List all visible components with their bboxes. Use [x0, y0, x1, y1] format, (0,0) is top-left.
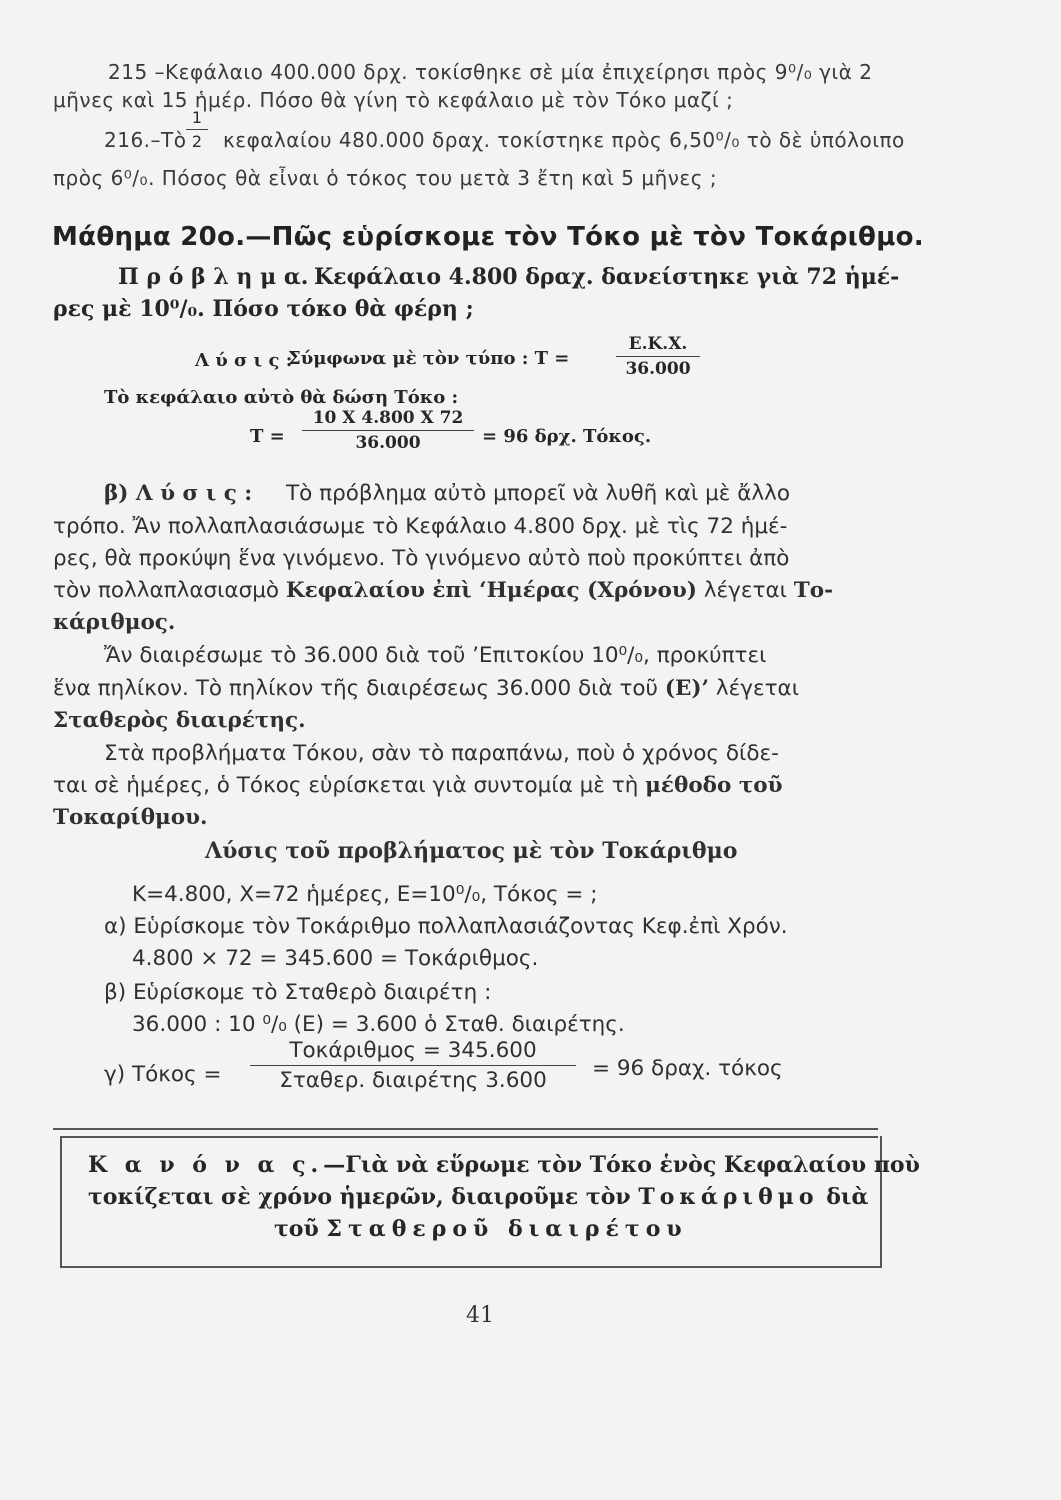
solution-text: Σύμφωνα μὲ τὸν τύπο : Τ = [288, 348, 570, 369]
body-line-1: Τὸ πρόβλημα αὐτὸ μπορεῖ νὰ λυθῆ καὶ μὲ ἄλλο [286, 481, 790, 506]
fraction-bar [250, 1065, 576, 1066]
calc-fraction [302, 408, 474, 453]
solution-label: Λ ύ σ ι ς : [195, 350, 293, 371]
solution2-step-c-label: γ) Τόκος = [104, 1062, 222, 1087]
body-line-7 [53, 676, 799, 701]
rule-top-line [53, 1128, 878, 1130]
rule-line-3 [274, 1216, 688, 1242]
solution2-step-b-calc: 36.000 : 10 ⁰/₀ (Ε) = 3.600 ὁ Σταθ. διαιρέτης. [132, 1012, 625, 1037]
problem-text-line-1: Κεφάλαιο 4.800 δραχ. δανείστηκε γιὰ 72 ἡμέ- [314, 264, 900, 290]
solution2-step-c-den: Σταθερ. διαιρέτης 3.600 [279, 1068, 547, 1093]
body-line-4-c: λέγεται [703, 578, 787, 603]
body-line-10-a: ται σὲ ἡμέρες, ὁ Τόκος εὑρίσκεται γιὰ συντομία μὲ τὴ [53, 773, 639, 798]
calc-denominator: 36.000 [355, 433, 421, 453]
rule-label: Κ α ν ό ν α ς. [88, 1152, 324, 1178]
rule-line-1-rest: —Γιὰ νὰ εὕρωμε τὸν Τόκο ἑνὸς Κεφαλαίου ποὺ [323, 1152, 920, 1178]
body-line-4-d: Το- [793, 578, 834, 603]
body-line-8: Σταθερὸς διαιρέτης. [53, 708, 306, 733]
problem-215-line-2: μῆνες καὶ 15 ἡμέρ. Πόσο θὰ γίνη τὸ κεφάλαιο μὲ τὸν Τόκο μαζί ; [53, 88, 734, 112]
b-solution-label [104, 481, 252, 506]
rule-box [60, 1136, 920, 1268]
rule-line-3-a: τοῦ [274, 1216, 319, 1242]
problem-216-fraction [186, 108, 208, 151]
body-line-11: Τοκαρίθμου. [53, 805, 208, 830]
body-line-4-b: Κεφαλαίου ἐπὶ ‘Ημέρας (Χρόνου) [285, 578, 697, 603]
solution2-title: Λύσις τοῦ προβλήματος μὲ τὸν Τοκάριθμο [205, 838, 738, 864]
body-line-3: ρες, θὰ προκύψη ἕνα γινόμενο. Τὸ γινόμενο αὐτὸ ποὺ προκύπτει ἀπὸ [53, 546, 790, 571]
calc-numerator: 10 Χ 4.800 Χ 72 [312, 408, 464, 428]
rule-line-3-b: Σταθεροῦ διαιρέτου [326, 1216, 688, 1242]
b-solution-label-text: β) Λ ύ σ ι ς : [104, 481, 253, 506]
capital-line: Τὸ κεφάλαιο αὐτὸ θὰ δώση Τόκο : [104, 387, 459, 408]
lesson-title: Μάθημα 20ο.—Πῶς εὑρίσκομε τὸν Τόκο μὲ τὸν Τοκάριθμο. [52, 222, 924, 252]
body-line-6: Ἄν διαιρέσωμε τὸ 36.000 διὰ τοῦ ’Επιτοκίου 10⁰/₀, προκύπτει [104, 643, 767, 668]
calc-result: = 96 δρχ. Τόκος. [482, 426, 652, 447]
fraction-bar [616, 356, 700, 357]
rule-line-1 [88, 1152, 920, 1178]
body-line-10-b: μέθοδο τοῦ [645, 773, 783, 798]
rule-line-2-c: διὰ [826, 1184, 869, 1210]
page-number: 41 [466, 1303, 494, 1328]
t-equals: Τ = [250, 426, 285, 447]
solution2-step-c-num: Τοκάριθμος = 345.600 [289, 1038, 537, 1063]
solution2-step-b: β) Εὑρίσκομε τὸ Σταθερὸ διαιρέτη : [104, 980, 492, 1005]
rule-line-2-b: Τοκάριθμο [638, 1184, 819, 1210]
body-line-2: τρόπο. Ἄν πολλαπλασιάσωμε τὸ Κεφάλαιο 4.800 δρχ. μὲ τὶς 72 ἡμέ- [53, 514, 788, 539]
problem-216-fraction-num: 1 [191, 108, 203, 127]
solution2-step-a-calc: 4.800 × 72 = 345.600 = Τοκάριθμος. [132, 946, 539, 971]
body-line-9: Στὰ προβλήματα Τόκου, σὰν τὸ παραπάνω, ποὺ ὁ χρόνος δίδε- [104, 741, 779, 766]
formula-fraction [616, 334, 700, 379]
problem-216-line-2: πρὸς 6⁰/₀. Πόσος θὰ εἶναι ὁ τόκος του μετὰ 3 ἔτη καὶ 5 μῆνες ; [53, 166, 718, 190]
rule-line-2 [88, 1184, 868, 1210]
solution2-step-a: α) Εὑρίσκομε τὸν Τοκάριθμο πολλαπλασιάζοντας Κεφ.ἐπὶ Χρόν. [104, 914, 788, 939]
formula-numerator: Ε.Κ.Χ. [628, 334, 688, 354]
solution2-step-c-result: = 96 δραχ. τόκος [592, 1056, 783, 1081]
problem-215-line-1: 215 –Κεφάλαιο 400.000 δρχ. τοκίσθηκε σὲ μία ἐπιχείρησι πρὸς 9⁰/₀ γιὰ 2 [108, 60, 873, 84]
body-line-7-b: (Ε)’ [664, 676, 710, 701]
problem-text-line-2: ρες μὲ 10⁰/₀. Πόσο τόκο θὰ φέρη ; [53, 296, 474, 322]
problem-216-prefix: 216.–Τὸ [104, 128, 187, 152]
body-line-7-a: ἕνα πηλίκον. Τὸ πηλίκον τῆς διαιρέσεως 36.000 διὰ τοῦ [53, 676, 658, 701]
fraction-bar [302, 430, 474, 431]
rule-line-2-a: τοκίζεται σὲ χρόνο ἡμερῶν, διαιροῦμε τὸν [88, 1184, 631, 1210]
fraction-bar [186, 129, 208, 130]
body-line-10 [53, 773, 783, 798]
body-line-4 [53, 578, 833, 603]
solution2-step-c-fraction [250, 1038, 576, 1093]
formula-denominator: 36.000 [625, 359, 691, 379]
solution2-given: Κ=4.800, Χ=72 ἡμέρες, Ε=10⁰/₀, Τόκος = ; [132, 882, 598, 907]
body-line-7-c: λέγεται [715, 676, 799, 701]
body-line-4-a: τὸν πολλαπλασιασμὸ [53, 578, 280, 603]
body-line-5: κάριθμος. [53, 610, 176, 635]
problem-216-fraction-den: 2 [191, 132, 203, 151]
problem-label: Π ρ ό β λ η μ α. [118, 264, 309, 290]
problem-216-line-1-rest: κεφαλαίου 480.000 δραχ. τοκίστηκε πρὸς 6,50⁰/₀ τὸ δὲ ὑπόλοιπο [223, 128, 905, 152]
